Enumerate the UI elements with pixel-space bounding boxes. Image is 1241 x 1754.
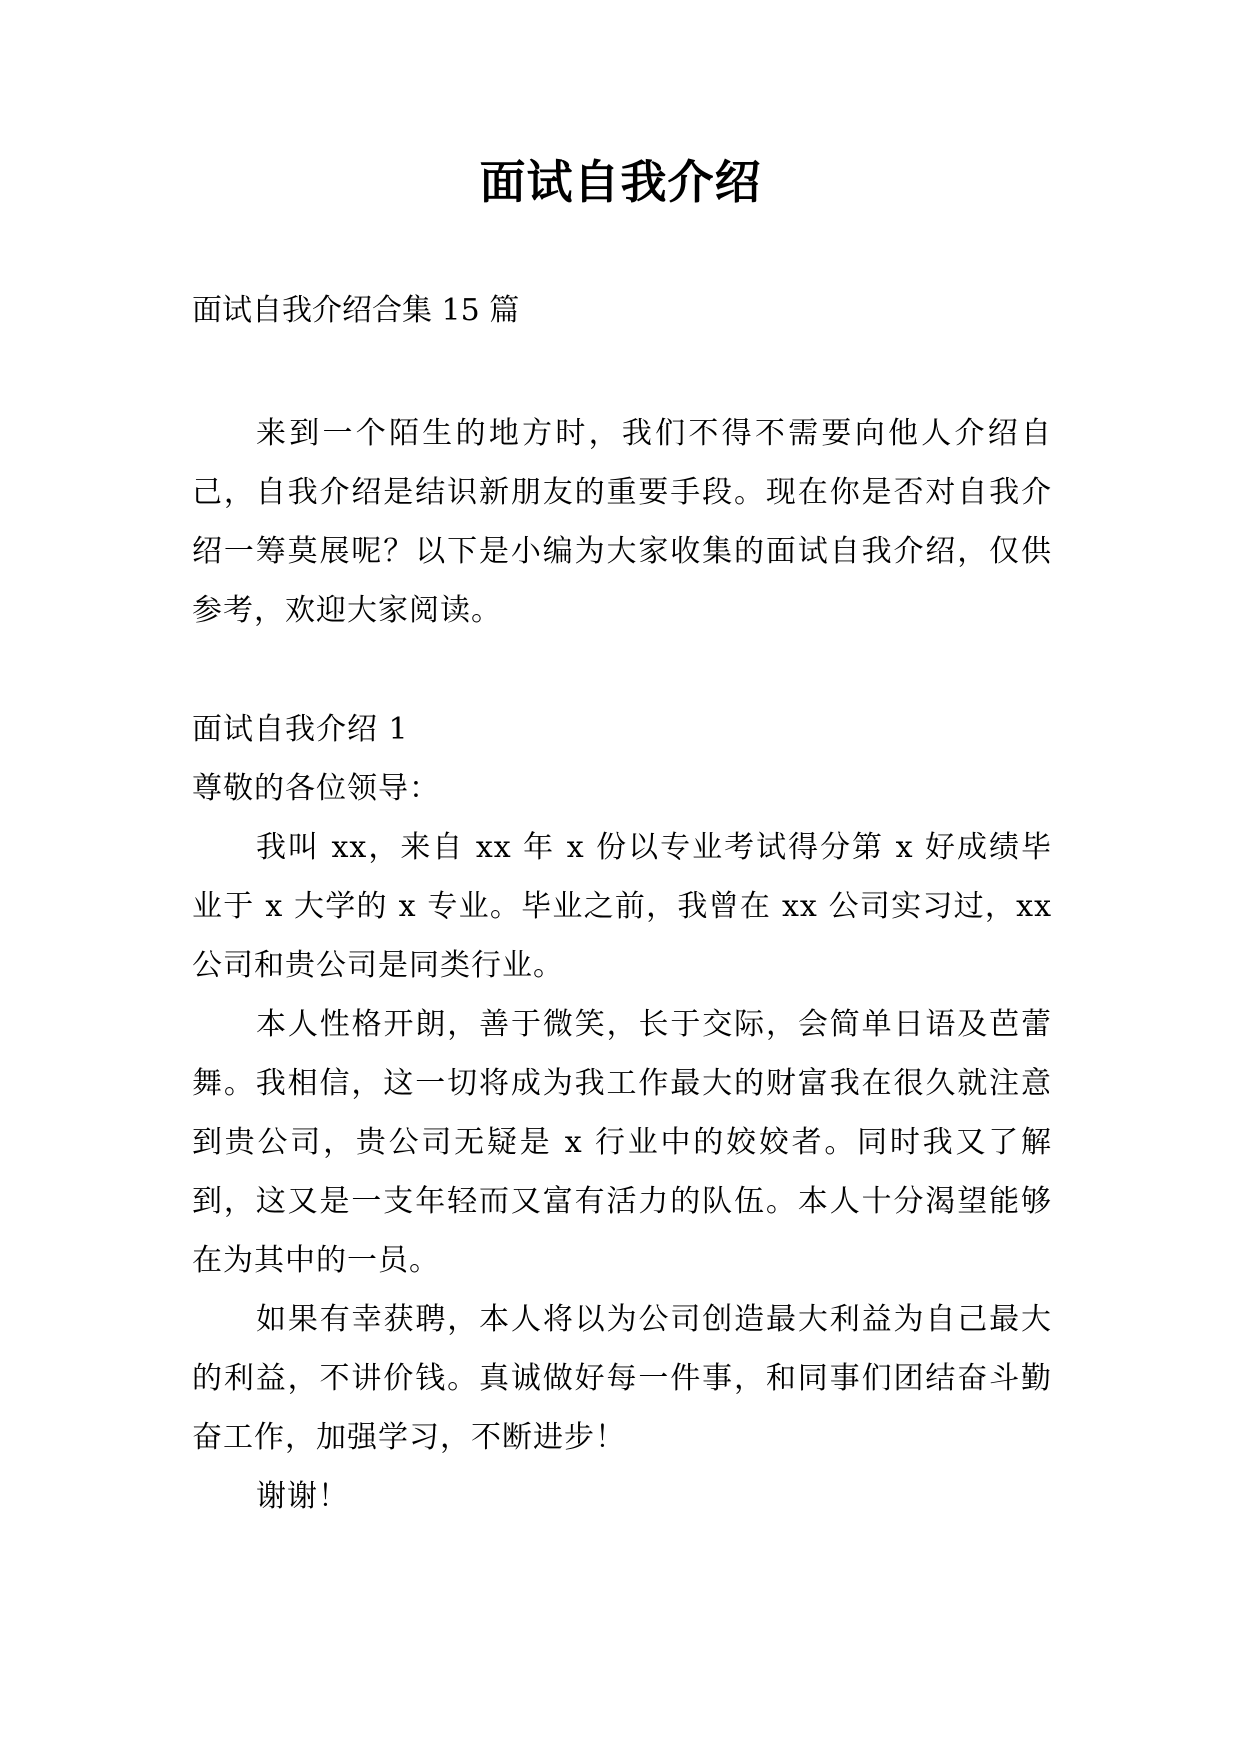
closing-text: 谢谢！: [256, 1479, 349, 1514]
salutation: 尊敬的各位领导：: [192, 771, 440, 806]
document-title: 面试自我介绍: [479, 155, 762, 209]
body-paragraph: 如果有幸获聘，本人将以为公司创造最大利益为自己最大的利益，不讲价钱。真诚做好每一件事，和同事们团结奋斗勤奋工作，加强学习，不断进步！: [192, 1302, 1052, 1455]
section-title: 面试自我介绍 1: [192, 712, 409, 747]
intro-paragraph: 来到一个陌生的地方时，我们不得不需要向他人介绍自己，自我介绍是结识新朋友的重要手段。现在你是否对自我介绍一筹莫展呢？以下是小编为大家收集的面试自我介绍，仅供参考，欢迎大家阅读。: [192, 416, 1052, 628]
body-paragraph: 我叫 xx，来自 xx 年 x 份以专业考试得分第 x 好成绩毕业于 x 大学的 x 专业。毕业之前，我曾在 xx 公司实习过，xx 公司和贵公司是同类行业。: [192, 830, 1052, 983]
document-subtitle: 面试自我介绍合集 15 篇: [192, 293, 520, 328]
body-paragraph: 本人性格开朗，善于微笑，长于交际，会简单日语及芭蕾舞。我相信，这一切将成为我工作最大的财富我在很久就注意到贵公司，贵公司无疑是 x 行业中的姣姣者。同时我又了解到，这又是一支年轻而又富有活力的队伍。本人十分渴望能够在为其中的一员。: [192, 1007, 1052, 1278]
